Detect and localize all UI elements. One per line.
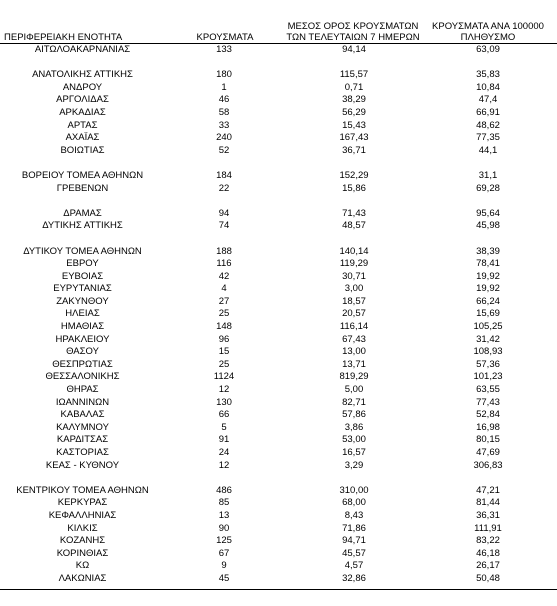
- region-cell: ΔΥΤΙΚΗΣ ΑΤΤΙΚΗΣ: [42, 220, 123, 232]
- region-cell: ΕΥΡΥΤΑΝΙΑΣ: [53, 283, 112, 295]
- cases-cell: 15: [218, 346, 230, 358]
- table-row: [0, 258, 557, 271]
- cases-cell: 9: [221, 560, 227, 572]
- per-100000-cell: 26,17: [476, 560, 500, 572]
- average-cell: 310,00: [339, 484, 369, 496]
- cases-cell: 91: [218, 434, 230, 446]
- region-cell: ΘΗΡΑΣ: [66, 384, 99, 396]
- per-100000-cell: 19,92: [476, 283, 500, 295]
- average-cell: 13,00: [342, 346, 366, 358]
- region-cell: ΚΕΦΑΛΛΗΝΙΑΣ: [48, 509, 117, 521]
- cases-cell: 74: [218, 220, 230, 232]
- cases-cell: 188: [216, 245, 232, 257]
- table-row: [0, 145, 557, 158]
- cases-cell: 90: [218, 522, 230, 534]
- table-row: [0, 359, 557, 372]
- table-row: [0, 497, 557, 510]
- per-100000-cell: 81,44: [476, 497, 500, 509]
- average-cell: 68,00: [342, 497, 366, 509]
- region-cell: ΒΟΙΩΤΙΑΣ: [60, 144, 105, 156]
- header-cases: ΚΡΟΥΣΜΑΤΑ: [196, 32, 254, 43]
- cases-cell: 125: [216, 535, 232, 547]
- table-row: [0, 132, 557, 145]
- per-100000-cell: 19,92: [476, 270, 500, 282]
- average-cell: 36,71: [342, 144, 366, 156]
- table-row: [0, 208, 557, 221]
- average-cell: 3,86: [344, 421, 364, 433]
- table-row: [0, 170, 557, 183]
- table-row: [0, 44, 557, 57]
- average-cell: 20,57: [342, 308, 366, 320]
- per-100000-cell: 77,35: [476, 132, 500, 144]
- per-100000-cell: 47,69: [476, 447, 500, 458]
- average-cell: 3,29: [344, 459, 364, 471]
- per-100000-cell: 111,91: [474, 522, 502, 534]
- region-cell: ΖΑΚΥΝΘΟΥ: [56, 295, 109, 307]
- table-row: [0, 183, 557, 196]
- per-100000-cell: 80,15: [476, 434, 500, 446]
- table-row: [0, 283, 557, 296]
- per-100000-cell: 44,1: [478, 144, 498, 156]
- per-100000-cell: 46,18: [476, 547, 500, 559]
- cases-cell: 46: [218, 94, 230, 106]
- average-cell: 53,00: [342, 434, 366, 446]
- per-100000-cell: 101,23: [473, 371, 503, 383]
- table-row: [0, 308, 557, 321]
- average-cell: 819,29: [339, 371, 369, 383]
- region-cell: ΑΙΤΩΛΟΑΚΑΡΝΑΝΙΑΣ: [34, 44, 131, 55]
- per-100000-cell: 10,84: [476, 81, 500, 93]
- average-cell: 116,14: [339, 321, 369, 333]
- average-cell: 16,57: [342, 447, 366, 458]
- average-cell: 67,43: [342, 333, 366, 345]
- per-100000-cell: 50,48: [476, 572, 500, 584]
- cases-cell: 12: [218, 459, 230, 471]
- table-row: [0, 220, 557, 233]
- cases-cell: 12: [218, 384, 230, 396]
- average-cell: 115,57: [339, 69, 369, 81]
- cases-cell: 27: [218, 295, 230, 307]
- cases-cell: 1: [221, 81, 227, 93]
- table-row: [0, 422, 557, 435]
- region-cell: ΕΥΒΟΙΑΣ: [61, 270, 104, 282]
- average-cell: 71,43: [342, 207, 366, 219]
- average-cell: 82,71: [342, 396, 366, 408]
- cases-cell: 33: [218, 119, 230, 131]
- average-cell: 94,71: [342, 535, 366, 547]
- per-100000-cell: 35,83: [476, 69, 500, 81]
- table-row: [0, 94, 557, 107]
- region-cell: ΘΑΣΟΥ: [66, 346, 99, 358]
- average-cell: 48,57: [342, 220, 366, 232]
- average-cell: 167,43: [339, 132, 369, 144]
- region-cell: ΑΝΔΡΟΥ: [62, 81, 103, 93]
- per-100000-cell: 63,55: [476, 384, 500, 396]
- table-row: [0, 271, 557, 284]
- region-cell: ΚΙΛΚΙΣ: [67, 522, 98, 534]
- region-cell: ΔΥΤΙΚΟΥ ΤΟΜΕΑ ΑΘΗΝΩΝ: [23, 245, 142, 257]
- cases-cell: 4: [221, 283, 227, 295]
- cases-cell: 240: [216, 132, 232, 144]
- header-avg-line-1: ΜΕΣΟΣ ΟΡΟΣ ΚΡΟΥΣΜΑΤΩΝ: [287, 21, 419, 32]
- table-row: [0, 321, 557, 334]
- cases-cell: 45: [218, 572, 230, 584]
- cases-cell: 130: [216, 396, 232, 408]
- table-row: [0, 560, 557, 573]
- per-100000-cell: 48,62: [476, 119, 500, 131]
- per-100000-cell: 52,84: [476, 409, 500, 421]
- per-100000-cell: 306,83: [473, 459, 503, 471]
- average-cell: 4,57: [344, 560, 364, 572]
- header-region: ΠΕΡΙΦΕΡΕΙΑΚΗ ΕΝΟΤΗΤΑ: [4, 32, 123, 43]
- per-100000-cell: 66,91: [476, 106, 500, 118]
- region-cell: ΚΕΝΤΡΙΚΟΥ ΤΟΜΕΑ ΑΘΗΝΩΝ: [16, 484, 149, 496]
- region-cell: ΕΒΡΟΥ: [66, 258, 99, 270]
- per-100000-cell: 95,64: [476, 207, 500, 219]
- cases-cell: 67: [218, 547, 230, 559]
- cases-cell: 42: [218, 270, 230, 282]
- table-row: [0, 460, 557, 473]
- header-per-line-1: ΚΡΟΥΣΜΑΤΑ ΑΝΑ 100000: [432, 21, 544, 32]
- average-cell: 94,14: [342, 44, 366, 55]
- per-100000-cell: 47,21: [476, 484, 500, 496]
- table-row: [0, 384, 557, 397]
- header-per-line-2: ΠΛΗΘΥΣΜΟ: [460, 32, 516, 43]
- per-100000-cell: 105,25: [473, 321, 503, 333]
- header-avg-line-2: ΤΩΝ ΤΕΛΕΥΤΑΙΩΝ 7 ΗΜΕΡΩΝ: [286, 32, 420, 43]
- cases-cell: 116: [216, 258, 232, 270]
- average-cell: 45,57: [342, 547, 366, 559]
- average-cell: 140,14: [339, 245, 369, 257]
- table-body: [0, 44, 557, 586]
- cases-cell: 94: [218, 207, 230, 219]
- cases-cell: 148: [216, 321, 232, 333]
- average-cell: 15,86: [342, 182, 366, 194]
- table-row: [0, 447, 557, 460]
- table-row: [0, 485, 557, 498]
- per-100000-cell: 108,93: [473, 346, 503, 358]
- per-100000-cell: 31,42: [476, 333, 500, 345]
- cases-cell: 133: [216, 44, 232, 55]
- region-cell: ΚΕΑΣ - ΚΥΘΝΟΥ: [45, 459, 120, 471]
- table-row: [0, 107, 557, 120]
- cases-cell: 24: [218, 447, 230, 458]
- region-cell: ΑΡΚΑΔΙΑΣ: [59, 106, 106, 118]
- per-100000-cell: 83,22: [476, 535, 500, 547]
- average-cell: 152,29: [339, 169, 369, 181]
- region-cell: ΚΑΒΑΛΑΣ: [60, 409, 105, 421]
- region-cell: ΚΑΣΤΟΡΙΑΣ: [56, 447, 109, 458]
- cases-cell: 22: [218, 182, 230, 194]
- region-cell: ΒΟΡΕΙΟΥ ΤΟΜΕΑ ΑΘΗΝΩΝ: [21, 169, 144, 181]
- spacer-row: [0, 157, 557, 170]
- region-cell: ΓΡΕΒΕΝΩΝ: [56, 182, 109, 194]
- region-cell: ΘΕΣΣΑΛΟΝΙΚΗΣ: [45, 371, 120, 383]
- region-cell: ΗΛΕΙΑΣ: [65, 308, 100, 320]
- per-100000-cell: 15,69: [476, 308, 500, 320]
- region-cell: ΑΧΑΪΑΣ: [65, 132, 100, 144]
- table-row: [0, 334, 557, 347]
- table-row: [0, 246, 557, 259]
- per-100000-cell: 78,41: [476, 258, 500, 270]
- region-cell: ΚΑΡΔΙΤΣΑΣ: [56, 434, 109, 446]
- table-row: [0, 296, 557, 309]
- average-cell: 119,29: [339, 258, 369, 270]
- header-seven-day-average: [283, 21, 423, 43]
- per-100000-cell: 66,24: [476, 295, 500, 307]
- table-row: [0, 434, 557, 447]
- table-row: [0, 397, 557, 410]
- average-cell: 3,00: [344, 283, 364, 295]
- table-bottom-border: [0, 589, 557, 590]
- cases-cell: 25: [218, 358, 230, 370]
- average-cell: 8,43: [344, 509, 364, 521]
- cases-cell: 180: [216, 69, 232, 81]
- table-row: [0, 535, 557, 548]
- average-cell: 30,71: [342, 270, 366, 282]
- table-row: [0, 510, 557, 523]
- per-100000-cell: 63,09: [476, 44, 500, 55]
- per-100000-cell: 47,4: [478, 94, 498, 106]
- per-100000-cell: 16,98: [476, 421, 500, 433]
- cases-cell: 85: [218, 497, 230, 509]
- region-cell: ΑΝΑΤΟΛΙΚΗΣ ΑΤΤΙΚΗΣ: [32, 69, 133, 81]
- table-row: [0, 346, 557, 359]
- table-row: [0, 82, 557, 95]
- spacer-row: [0, 233, 557, 246]
- region-cell: ΑΡΤΑΣ: [67, 119, 98, 131]
- cases-cell: 25: [218, 308, 230, 320]
- region-cell: ΘΕΣΠΡΩΤΙΑΣ: [52, 358, 113, 370]
- per-100000-cell: 36,31: [476, 509, 500, 521]
- region-cell: ΗΡΑΚΛΕΙΟΥ: [55, 333, 110, 345]
- spacer-row: [0, 472, 557, 485]
- table-row: [0, 371, 557, 384]
- table-row: [0, 120, 557, 133]
- table-row: [0, 409, 557, 422]
- region-cell: ΔΡΑΜΑΣ: [63, 207, 102, 219]
- cases-cell: 58: [218, 106, 230, 118]
- average-cell: 18,57: [342, 295, 366, 307]
- cases-cell: 13: [218, 509, 230, 521]
- table-row: [0, 573, 557, 586]
- average-cell: 57,86: [342, 409, 366, 421]
- cases-cell: 96: [218, 333, 230, 345]
- per-100000-cell: 38,39: [476, 245, 500, 257]
- average-cell: 38,29: [342, 94, 366, 106]
- average-cell: 5,00: [344, 384, 364, 396]
- table-row: [0, 548, 557, 561]
- region-cell: ΛΑΚΩΝΙΑΣ: [58, 572, 107, 584]
- average-cell: 13,71: [342, 358, 366, 370]
- table-row: [0, 523, 557, 536]
- region-cell: ΗΜΑΘΙΑΣ: [60, 321, 105, 333]
- region-cell: ΑΡΓΟΛΙΔΑΣ: [56, 94, 109, 106]
- region-cell: ΚΕΡΚΥΡΑΣ: [57, 497, 108, 509]
- cases-cell: 1124: [213, 371, 235, 383]
- spacer-row: [0, 57, 557, 70]
- table-row: [0, 69, 557, 82]
- per-100000-cell: 45,98: [476, 220, 500, 232]
- average-cell: 71,86: [342, 522, 366, 534]
- per-100000-cell: 31,1: [478, 169, 498, 181]
- cases-cell: 184: [216, 169, 232, 181]
- spacer-row: [0, 195, 557, 208]
- per-100000-cell: 69,28: [476, 182, 500, 194]
- per-100000-cell: 57,36: [476, 358, 500, 370]
- cases-cell: 486: [216, 484, 232, 496]
- cases-cell: 52: [218, 144, 230, 156]
- region-cell: ΚΑΛΥΜΝΟΥ: [56, 421, 109, 433]
- header-per-100000: [423, 21, 553, 43]
- average-cell: 56,29: [342, 106, 366, 118]
- cases-cell: 66: [218, 409, 230, 421]
- average-cell: 32,86: [342, 572, 366, 584]
- per-100000-cell: 77,43: [476, 396, 500, 408]
- region-cell: ΚΟΡΙΝΘΙΑΣ: [56, 547, 109, 559]
- average-cell: 0,71: [344, 81, 364, 93]
- cases-cell: 5: [221, 421, 227, 433]
- region-cell: ΙΩΑΝΝΙΝΩΝ: [55, 396, 110, 408]
- region-cell: ΚΩ: [75, 560, 90, 572]
- average-cell: 15,43: [342, 119, 366, 131]
- region-cell: ΚΟΖΑΝΗΣ: [59, 535, 106, 547]
